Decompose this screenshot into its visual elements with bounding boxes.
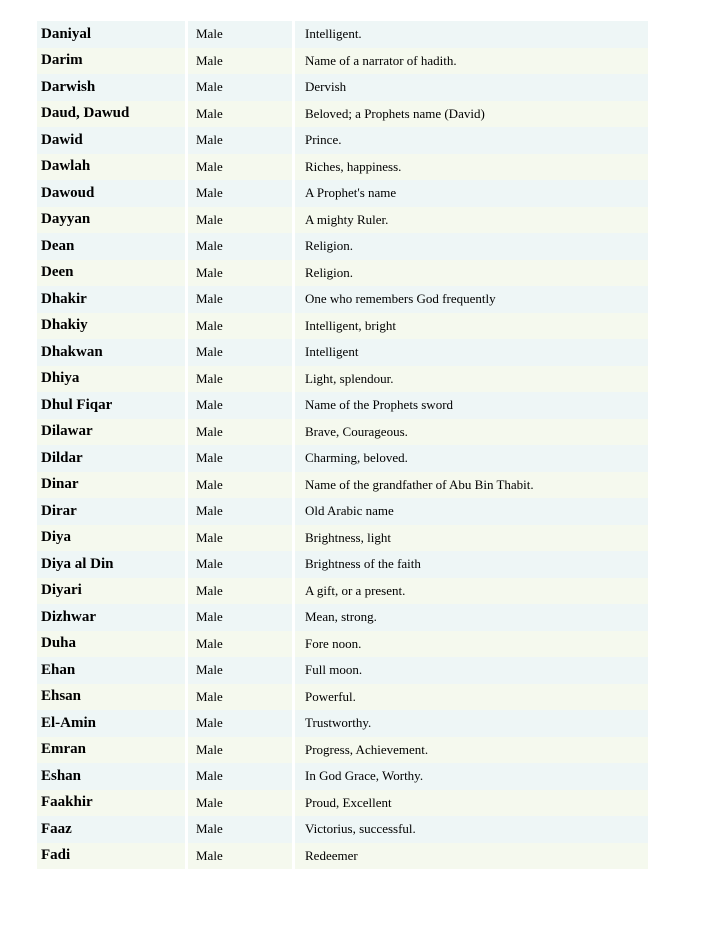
- name-cell: Diya: [37, 525, 187, 552]
- meaning-cell: Riches, happiness.: [294, 154, 649, 181]
- gender-cell: Male: [187, 657, 294, 684]
- table-row: [37, 472, 648, 499]
- name-cell: Dilawar: [37, 419, 187, 446]
- name-cell: Faakhir: [37, 790, 187, 817]
- meaning-cell: Name of a narrator of hadith.: [294, 48, 649, 75]
- gender-cell: Male: [187, 180, 294, 207]
- gender-cell: Male: [187, 498, 294, 525]
- name-cell: Deen: [37, 260, 187, 287]
- table-row: [37, 21, 648, 48]
- gender-cell: Male: [187, 816, 294, 843]
- table-row: [37, 339, 648, 366]
- table-row: [37, 101, 648, 128]
- meaning-cell: Prince.: [294, 127, 649, 154]
- gender-cell: Male: [187, 127, 294, 154]
- gender-cell: Male: [187, 48, 294, 75]
- meaning-cell: Redeemer: [294, 843, 649, 870]
- gender-cell: Male: [187, 313, 294, 340]
- table-row: [37, 286, 648, 313]
- meaning-cell: A mighty Ruler.: [294, 207, 649, 234]
- table-row: [37, 551, 648, 578]
- name-cell: Dhul Fiqar: [37, 392, 187, 419]
- meaning-cell: Powerful.: [294, 684, 649, 711]
- name-cell: Emran: [37, 737, 187, 764]
- meaning-cell: Progress, Achievement.: [294, 737, 649, 764]
- name-cell: Eshan: [37, 763, 187, 790]
- meaning-cell: Fore noon.: [294, 631, 649, 658]
- meaning-cell: Proud, Excellent: [294, 790, 649, 817]
- gender-cell: Male: [187, 445, 294, 472]
- gender-cell: Male: [187, 737, 294, 764]
- gender-cell: Male: [187, 339, 294, 366]
- gender-cell: Male: [187, 101, 294, 128]
- table-row: [37, 180, 648, 207]
- meaning-cell: Charming, beloved.: [294, 445, 649, 472]
- gender-cell: Male: [187, 710, 294, 737]
- names-table: [37, 21, 648, 869]
- table-row: [37, 48, 648, 75]
- name-cell: El-Amin: [37, 710, 187, 737]
- meaning-cell: Full moon.: [294, 657, 649, 684]
- gender-cell: Male: [187, 260, 294, 287]
- meaning-cell: Trustworthy.: [294, 710, 649, 737]
- table-row: [37, 737, 648, 764]
- gender-cell: Male: [187, 763, 294, 790]
- name-cell: Dean: [37, 233, 187, 260]
- meaning-cell: Brightness of the faith: [294, 551, 649, 578]
- name-cell: Dhakiy: [37, 313, 187, 340]
- table-row: [37, 260, 648, 287]
- gender-cell: Male: [187, 790, 294, 817]
- meaning-cell: A Prophet's name: [294, 180, 649, 207]
- table-row: [37, 763, 648, 790]
- name-cell: Dirar: [37, 498, 187, 525]
- table-row: [37, 578, 648, 605]
- meaning-cell: Intelligent.: [294, 21, 649, 48]
- meaning-cell: Religion.: [294, 233, 649, 260]
- gender-cell: Male: [187, 392, 294, 419]
- table-row: [37, 843, 648, 870]
- table-row: [37, 710, 648, 737]
- name-cell: Dayyan: [37, 207, 187, 234]
- gender-cell: Male: [187, 604, 294, 631]
- name-cell: Dizhwar: [37, 604, 187, 631]
- name-cell: Faaz: [37, 816, 187, 843]
- meaning-cell: Intelligent, bright: [294, 313, 649, 340]
- name-cell: Darim: [37, 48, 187, 75]
- meaning-cell: Light, splendour.: [294, 366, 649, 393]
- name-cell: Dhakir: [37, 286, 187, 313]
- table-row: [37, 127, 648, 154]
- name-cell: Dawoud: [37, 180, 187, 207]
- table-row: [37, 419, 648, 446]
- table-row: [37, 657, 648, 684]
- meaning-cell: One who remembers God frequently: [294, 286, 649, 313]
- name-cell: Dawid: [37, 127, 187, 154]
- table-row: [37, 74, 648, 101]
- meaning-cell: Old Arabic name: [294, 498, 649, 525]
- meaning-cell: Brave, Courageous.: [294, 419, 649, 446]
- table-row: [37, 207, 648, 234]
- meaning-cell: Brightness, light: [294, 525, 649, 552]
- gender-cell: Male: [187, 233, 294, 260]
- gender-cell: Male: [187, 419, 294, 446]
- table-row: [37, 816, 648, 843]
- gender-cell: Male: [187, 472, 294, 499]
- table-row: [37, 233, 648, 260]
- name-cell: Dhiya: [37, 366, 187, 393]
- table-row: [37, 604, 648, 631]
- name-cell: Dawlah: [37, 154, 187, 181]
- table-row: [37, 154, 648, 181]
- name-cell: Duha: [37, 631, 187, 658]
- gender-cell: Male: [187, 207, 294, 234]
- meaning-cell: Mean, strong.: [294, 604, 649, 631]
- gender-cell: Male: [187, 631, 294, 658]
- table-row: [37, 498, 648, 525]
- table-row: [37, 525, 648, 552]
- names-table-body: [37, 21, 648, 869]
- gender-cell: Male: [187, 154, 294, 181]
- meaning-cell: Intelligent: [294, 339, 649, 366]
- meaning-cell: A gift, or a present.: [294, 578, 649, 605]
- table-row: [37, 684, 648, 711]
- meaning-cell: Beloved; a Prophets name (David): [294, 101, 649, 128]
- name-cell: Dinar: [37, 472, 187, 499]
- meaning-cell: In God Grace, Worthy.: [294, 763, 649, 790]
- name-cell: Daud, Dawud: [37, 101, 187, 128]
- name-cell: Diya al Din: [37, 551, 187, 578]
- table-row: [37, 790, 648, 817]
- meaning-cell: Name of the grandfather of Abu Bin Thabit.: [294, 472, 649, 499]
- table-row: [37, 631, 648, 658]
- name-cell: Darwish: [37, 74, 187, 101]
- gender-cell: Male: [187, 843, 294, 870]
- name-cell: Ehsan: [37, 684, 187, 711]
- gender-cell: Male: [187, 74, 294, 101]
- gender-cell: Male: [187, 286, 294, 313]
- table-row: [37, 313, 648, 340]
- table-row: [37, 392, 648, 419]
- name-cell: Ehan: [37, 657, 187, 684]
- name-cell: Fadi: [37, 843, 187, 870]
- gender-cell: Male: [187, 21, 294, 48]
- gender-cell: Male: [187, 578, 294, 605]
- gender-cell: Male: [187, 366, 294, 393]
- meaning-cell: Name of the Prophets sword: [294, 392, 649, 419]
- gender-cell: Male: [187, 525, 294, 552]
- meaning-cell: Religion.: [294, 260, 649, 287]
- table-row: [37, 445, 648, 472]
- gender-cell: Male: [187, 684, 294, 711]
- meaning-cell: Dervish: [294, 74, 649, 101]
- name-cell: Diyari: [37, 578, 187, 605]
- name-cell: Dildar: [37, 445, 187, 472]
- meaning-cell: Victorius, successful.: [294, 816, 649, 843]
- name-cell: Daniyal: [37, 21, 187, 48]
- name-cell: Dhakwan: [37, 339, 187, 366]
- table-row: [37, 366, 648, 393]
- gender-cell: Male: [187, 551, 294, 578]
